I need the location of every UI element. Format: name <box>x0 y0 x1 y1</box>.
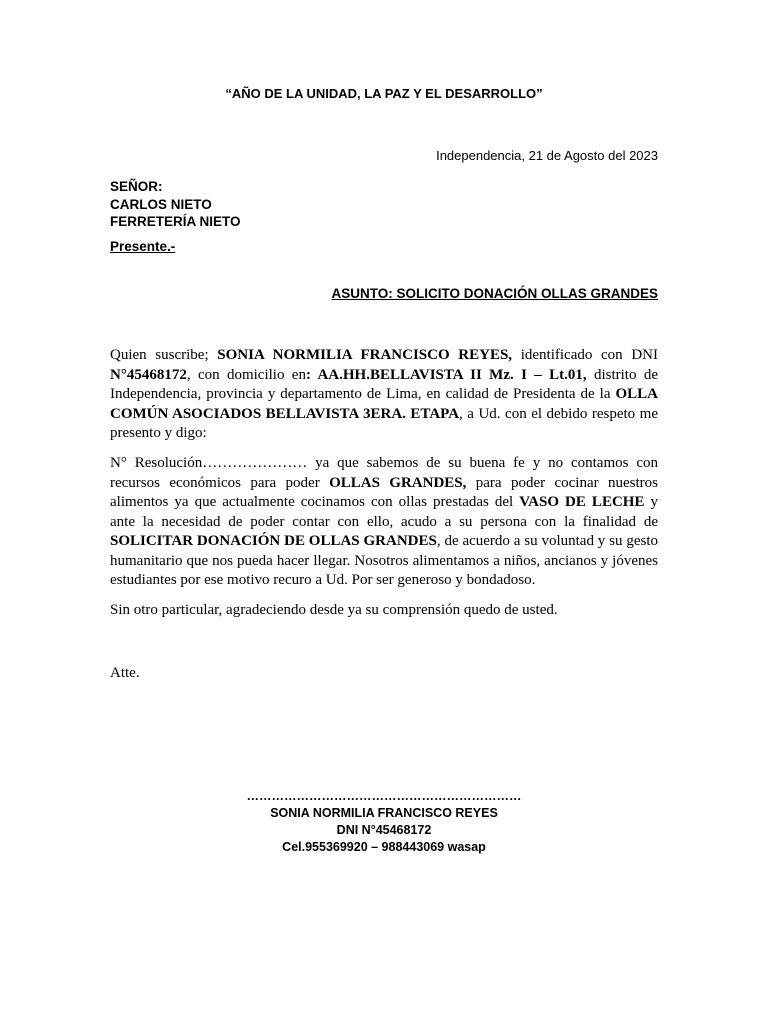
recipient-company: FERRETERÍA NIETO <box>110 214 241 229</box>
bold-text-run: VASO DE LECHE <box>519 494 645 510</box>
recipient-salutation: SEÑOR: <box>110 179 163 194</box>
bold-text-run: OLLAS GRANDES, <box>329 474 467 491</box>
signature-name: SONIA NORMILIA FRANCISCO REYES <box>270 806 498 820</box>
text-run: N° Resolución………………… ya que sabemos de su buena fe y no contamos con recursos económicos para poder <box>110 455 658 491</box>
text-run: y ante la necesidad de poder contar con ello, acudo a su persona con la finalidad de <box>110 494 658 530</box>
presente-label: Presente.- <box>110 239 176 254</box>
place-date: Independencia, 21 de Agosto del 2023 <box>436 148 658 163</box>
text-run: identificado con DNI <box>512 347 658 363</box>
bold-text-run: OLLA COMÚN ASOCIADOS BELLAVISTA 3ERA. ETAPA <box>110 386 658 422</box>
body-paragraph-1 <box>110 346 658 444</box>
text-run: distrito de Independencia, provincia y departamento de Lima, en calidad de Presidenta de la <box>110 366 658 402</box>
signature-line: ………………………………………………………… <box>246 789 522 803</box>
recipient-name: CARLOS NIETO <box>110 196 212 212</box>
body-paragraph-3: Sin otro particular, agradeciendo desde ya su comprensión quedo de usted. <box>110 602 558 618</box>
text-run: Quien suscribe; <box>110 347 218 363</box>
signature-dni: DNI N°45468172 <box>336 823 432 837</box>
subject-line: ASUNTO: SOLICITO DONACIÓN OLLAS GRANDES <box>331 286 658 301</box>
bold-text-run: N°45468172 <box>110 366 187 383</box>
text-run: , a Ud. con el debido respeto me presento y digo: <box>110 405 658 441</box>
signature-phones: Cel.955369920 – 988443069 wasap <box>282 840 486 854</box>
recipient-block <box>110 178 241 231</box>
bold-text-run: SONIA NORMILIA FRANCISCO REYES, <box>217 347 513 363</box>
bold-text-run: : AA.HH.BELLAVISTA II Mz. I – Lt.01, <box>305 366 587 383</box>
closing: Atte. <box>110 665 140 681</box>
text-run: para poder cocinar nuestros alimentos ya que actualmente cocinamos con ollas prestadas del <box>110 474 658 510</box>
text-run: , de acuerdo a su voluntad y su gesto humanitario que nos pueda hacer llegar. Nosotros alimentamos a niños, ancianos y jóvenes estudiantes por ese motivo recuro a Ud. Por ser generoso y bondadoso. <box>110 533 658 588</box>
text-run: , con domicilio en <box>186 366 306 383</box>
body-paragraph-2 <box>110 454 658 591</box>
signature-block <box>0 788 768 856</box>
year-motto: “AÑO DE LA UNIDAD, LA PAZ Y EL DESARROLLO” <box>225 86 543 101</box>
bold-text-run: SOLICITAR DONACIÓN DE OLLAS GRANDES <box>110 533 437 549</box>
